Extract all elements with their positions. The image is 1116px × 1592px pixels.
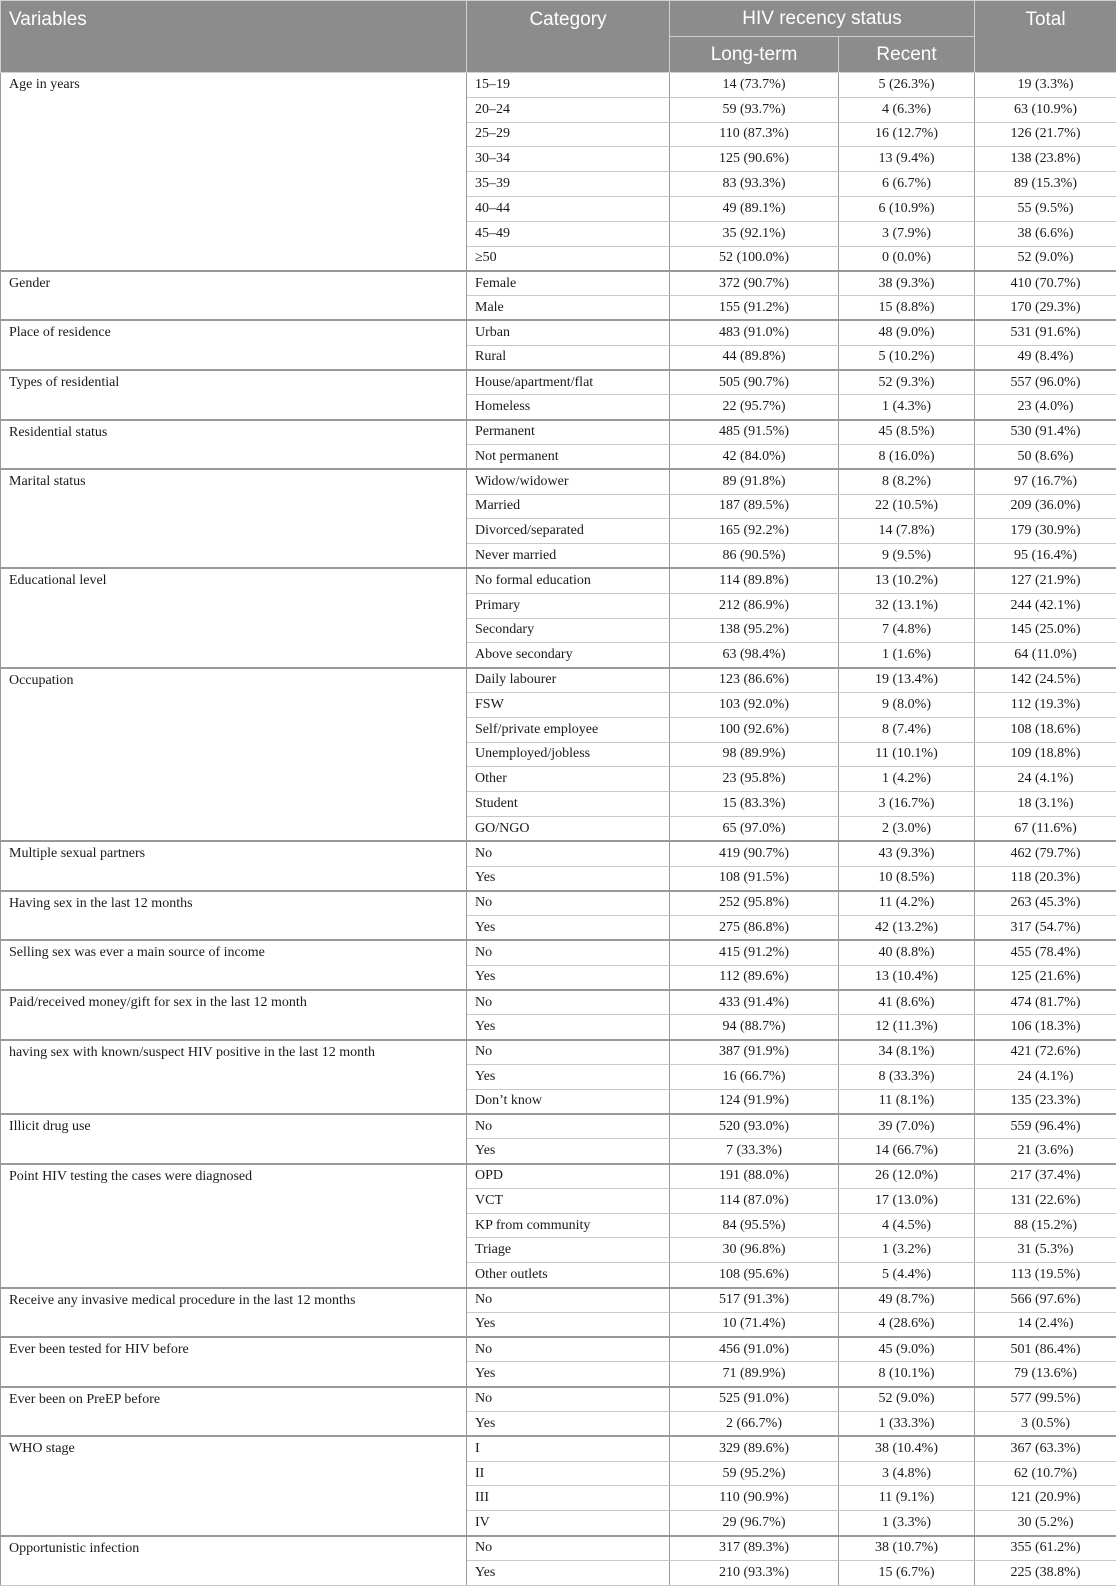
recent-cell: 3 (16.7%)	[839, 792, 975, 817]
recent-cell: 9 (8.0%)	[839, 692, 975, 717]
long-term-cell: 29 (96.7%)	[670, 1511, 839, 1536]
total-cell: 142 (24.5%)	[975, 668, 1116, 693]
recent-cell: 11 (8.1%)	[839, 1089, 975, 1114]
category-cell: I	[467, 1436, 670, 1461]
category-cell: No	[467, 1288, 670, 1313]
table-row	[1, 940, 1116, 965]
category-cell: GO/NGO	[467, 816, 670, 841]
category-cell: No	[467, 1114, 670, 1139]
long-term-cell: 30 (96.8%)	[670, 1238, 839, 1263]
variable-cell: Place of residence	[1, 320, 467, 370]
recent-cell: 0 (0.0%)	[839, 246, 975, 271]
recent-cell: 1 (4.3%)	[839, 395, 975, 420]
recent-cell: 52 (9.0%)	[839, 1387, 975, 1412]
long-term-cell: 114 (89.8%)	[670, 568, 839, 593]
long-term-cell: 59 (95.2%)	[670, 1461, 839, 1486]
total-cell: 209 (36.0%)	[975, 494, 1116, 519]
recent-cell: 34 (8.1%)	[839, 1040, 975, 1065]
total-cell: 108 (18.6%)	[975, 717, 1116, 742]
category-cell: III	[467, 1486, 670, 1511]
long-term-cell: 71 (89.9%)	[670, 1362, 839, 1387]
table-header	[1, 1, 1116, 73]
total-cell: 455 (78.4%)	[975, 940, 1116, 965]
category-cell: No	[467, 1040, 670, 1065]
total-cell: 19 (3.3%)	[975, 73, 1116, 98]
long-term-cell: 35 (92.1%)	[670, 221, 839, 246]
long-term-cell: 49 (89.1%)	[670, 196, 839, 221]
variable-cell: Residential status	[1, 420, 467, 470]
total-cell: 217 (37.4%)	[975, 1164, 1116, 1189]
total-cell: 109 (18.8%)	[975, 742, 1116, 767]
total-cell: 38 (6.6%)	[975, 221, 1116, 246]
long-term-cell: 329 (89.6%)	[670, 1436, 839, 1461]
category-cell: 45–49	[467, 221, 670, 246]
recent-cell: 42 (13.2%)	[839, 916, 975, 941]
total-cell: 30 (5.2%)	[975, 1511, 1116, 1536]
long-term-cell: 520 (93.0%)	[670, 1114, 839, 1139]
category-cell: 15–19	[467, 73, 670, 98]
long-term-cell: 210 (93.3%)	[670, 1560, 839, 1585]
table-row	[1, 1436, 1116, 1461]
recent-cell: 1 (4.2%)	[839, 767, 975, 792]
category-cell: 40–44	[467, 196, 670, 221]
recent-cell: 38 (9.3%)	[839, 271, 975, 296]
long-term-cell: 165 (92.2%)	[670, 519, 839, 544]
recent-cell: 43 (9.3%)	[839, 841, 975, 866]
recent-cell: 52 (9.3%)	[839, 370, 975, 395]
category-cell: Married	[467, 494, 670, 519]
total-cell: 421 (72.6%)	[975, 1040, 1116, 1065]
long-term-cell: 372 (90.7%)	[670, 271, 839, 296]
table-row	[1, 1114, 1116, 1139]
table-row	[1, 841, 1116, 866]
total-cell: 63 (10.9%)	[975, 97, 1116, 122]
category-cell: Yes	[467, 1362, 670, 1387]
table-row	[1, 1387, 1116, 1412]
recent-cell: 4 (4.5%)	[839, 1213, 975, 1238]
long-term-cell: 483 (91.0%)	[670, 320, 839, 345]
category-cell: Other outlets	[467, 1263, 670, 1288]
recent-cell: 38 (10.4%)	[839, 1436, 975, 1461]
recent-cell: 8 (8.2%)	[839, 469, 975, 494]
variable-cell: Ever been on PreEP before	[1, 1387, 467, 1437]
long-term-cell: 16 (66.7%)	[670, 1064, 839, 1089]
total-cell: 531 (91.6%)	[975, 320, 1116, 345]
long-term-cell: 456 (91.0%)	[670, 1337, 839, 1362]
recent-cell: 1 (33.3%)	[839, 1412, 975, 1437]
variable-cell: having sex with known/suspect HIV positive in the last 12 month	[1, 1040, 467, 1114]
header-hiv-recency-status: HIV recency status	[670, 1, 975, 37]
long-term-cell: 419 (90.7%)	[670, 841, 839, 866]
recent-cell: 4 (28.6%)	[839, 1312, 975, 1337]
category-cell: OPD	[467, 1164, 670, 1189]
recent-cell: 13 (10.2%)	[839, 568, 975, 593]
recent-cell: 14 (7.8%)	[839, 519, 975, 544]
variable-cell: Selling sex was ever a main source of income	[1, 940, 467, 990]
recent-cell: 5 (4.4%)	[839, 1263, 975, 1288]
long-term-cell: 7 (33.3%)	[670, 1139, 839, 1164]
variable-cell: Illicit drug use	[1, 1114, 467, 1164]
category-cell: 35–39	[467, 172, 670, 197]
recent-cell: 3 (4.8%)	[839, 1461, 975, 1486]
category-cell: No	[467, 990, 670, 1015]
long-term-cell: 108 (95.6%)	[670, 1263, 839, 1288]
variable-cell: Paid/received money/gift for sex in the last 12 month	[1, 990, 467, 1040]
long-term-cell: 415 (91.2%)	[670, 940, 839, 965]
category-cell: Yes	[467, 1139, 670, 1164]
total-cell: 64 (11.0%)	[975, 643, 1116, 668]
long-term-cell: 525 (91.0%)	[670, 1387, 839, 1412]
category-cell: IV	[467, 1511, 670, 1536]
long-term-cell: 275 (86.8%)	[670, 916, 839, 941]
long-term-cell: 124 (91.9%)	[670, 1089, 839, 1114]
variable-cell: Occupation	[1, 668, 467, 842]
table-row	[1, 370, 1116, 395]
total-cell: 138 (23.8%)	[975, 147, 1116, 172]
long-term-cell: 252 (95.8%)	[670, 891, 839, 916]
total-cell: 31 (5.3%)	[975, 1238, 1116, 1263]
total-cell: 170 (29.3%)	[975, 296, 1116, 321]
recent-cell: 5 (10.2%)	[839, 345, 975, 370]
recent-cell: 32 (13.1%)	[839, 593, 975, 618]
total-cell: 118 (20.3%)	[975, 866, 1116, 891]
category-cell: Divorced/separated	[467, 519, 670, 544]
recent-cell: 6 (10.9%)	[839, 196, 975, 221]
header-category: Category	[467, 1, 670, 73]
total-cell: 462 (79.7%)	[975, 841, 1116, 866]
table-row	[1, 271, 1116, 296]
recent-cell: 14 (66.7%)	[839, 1139, 975, 1164]
recent-cell: 22 (10.5%)	[839, 494, 975, 519]
recent-cell: 8 (10.1%)	[839, 1362, 975, 1387]
header-total: Total	[975, 1, 1116, 73]
total-cell: 566 (97.6%)	[975, 1288, 1116, 1313]
long-term-cell: 23 (95.8%)	[670, 767, 839, 792]
long-term-cell: 98 (89.9%)	[670, 742, 839, 767]
long-term-cell: 433 (91.4%)	[670, 990, 839, 1015]
category-cell: 30–34	[467, 147, 670, 172]
category-cell: Triage	[467, 1238, 670, 1263]
variable-cell: Opportunistic infection	[1, 1536, 467, 1586]
category-cell: Yes	[467, 965, 670, 990]
long-term-cell: 10 (71.4%)	[670, 1312, 839, 1337]
recent-cell: 3 (7.9%)	[839, 221, 975, 246]
category-cell: VCT	[467, 1188, 670, 1213]
category-cell: Widow/widower	[467, 469, 670, 494]
long-term-cell: 65 (97.0%)	[670, 816, 839, 841]
table-row	[1, 1040, 1116, 1065]
category-cell: No formal education	[467, 568, 670, 593]
category-cell: Homeless	[467, 395, 670, 420]
table-row	[1, 469, 1116, 494]
table-row	[1, 891, 1116, 916]
recent-cell: 1 (1.6%)	[839, 643, 975, 668]
long-term-cell: 110 (87.3%)	[670, 122, 839, 147]
recent-cell: 11 (9.1%)	[839, 1486, 975, 1511]
recent-cell: 4 (6.3%)	[839, 97, 975, 122]
recent-cell: 11 (4.2%)	[839, 891, 975, 916]
category-cell: Above secondary	[467, 643, 670, 668]
long-term-cell: 22 (95.7%)	[670, 395, 839, 420]
category-cell: Yes	[467, 1312, 670, 1337]
category-cell: Rural	[467, 345, 670, 370]
recent-cell: 49 (8.7%)	[839, 1288, 975, 1313]
long-term-cell: 59 (93.7%)	[670, 97, 839, 122]
category-cell: No	[467, 940, 670, 965]
category-cell: Yes	[467, 1064, 670, 1089]
recent-cell: 7 (4.8%)	[839, 618, 975, 643]
recent-cell: 6 (6.7%)	[839, 172, 975, 197]
variable-cell: Educational level	[1, 568, 467, 667]
table-row	[1, 1164, 1116, 1189]
total-cell: 79 (13.6%)	[975, 1362, 1116, 1387]
category-cell: Primary	[467, 593, 670, 618]
total-cell: 106 (18.3%)	[975, 1015, 1116, 1040]
recent-cell: 8 (16.0%)	[839, 444, 975, 469]
category-cell: FSW	[467, 692, 670, 717]
total-cell: 225 (38.8%)	[975, 1560, 1116, 1585]
recent-cell: 15 (6.7%)	[839, 1560, 975, 1585]
total-cell: 62 (10.7%)	[975, 1461, 1116, 1486]
long-term-cell: 517 (91.3%)	[670, 1288, 839, 1313]
long-term-cell: 485 (91.5%)	[670, 420, 839, 445]
category-cell: Other	[467, 767, 670, 792]
total-cell: 557 (96.0%)	[975, 370, 1116, 395]
category-cell: Daily labourer	[467, 668, 670, 693]
recent-cell: 39 (7.0%)	[839, 1114, 975, 1139]
long-term-cell: 138 (95.2%)	[670, 618, 839, 643]
long-term-cell: 44 (89.8%)	[670, 345, 839, 370]
long-term-cell: 100 (92.6%)	[670, 717, 839, 742]
category-cell: No	[467, 1337, 670, 1362]
recent-cell: 13 (10.4%)	[839, 965, 975, 990]
recent-cell: 8 (7.4%)	[839, 717, 975, 742]
long-term-cell: 63 (98.4%)	[670, 643, 839, 668]
category-cell: House/apartment/flat	[467, 370, 670, 395]
table-body	[1, 73, 1116, 1586]
total-cell: 135 (23.3%)	[975, 1089, 1116, 1114]
header-long-term: Long-term	[670, 37, 839, 73]
category-cell: ≥50	[467, 246, 670, 271]
total-cell: 89 (15.3%)	[975, 172, 1116, 197]
recent-cell: 9 (9.5%)	[839, 544, 975, 569]
category-cell: Yes	[467, 916, 670, 941]
category-cell: Yes	[467, 866, 670, 891]
table-row	[1, 1288, 1116, 1313]
category-cell: Urban	[467, 320, 670, 345]
recent-cell: 13 (9.4%)	[839, 147, 975, 172]
total-cell: 24 (4.1%)	[975, 1064, 1116, 1089]
category-cell: No	[467, 1387, 670, 1412]
long-term-cell: 155 (91.2%)	[670, 296, 839, 321]
variable-cell: Types of residential	[1, 370, 467, 420]
variable-cell: WHO stage	[1, 1436, 467, 1535]
total-cell: 559 (96.4%)	[975, 1114, 1116, 1139]
recent-cell: 1 (3.3%)	[839, 1511, 975, 1536]
header-recent: Recent	[839, 37, 975, 73]
category-cell: Yes	[467, 1560, 670, 1585]
long-term-cell: 2 (66.7%)	[670, 1412, 839, 1437]
recent-cell: 45 (8.5%)	[839, 420, 975, 445]
long-term-cell: 94 (88.7%)	[670, 1015, 839, 1040]
recent-cell: 10 (8.5%)	[839, 866, 975, 891]
recent-cell: 1 (3.2%)	[839, 1238, 975, 1263]
total-cell: 49 (8.4%)	[975, 345, 1116, 370]
category-cell: No	[467, 841, 670, 866]
total-cell: 367 (63.3%)	[975, 1436, 1116, 1461]
long-term-cell: 110 (90.9%)	[670, 1486, 839, 1511]
total-cell: 501 (86.4%)	[975, 1337, 1116, 1362]
total-cell: 145 (25.0%)	[975, 618, 1116, 643]
recent-cell: 11 (10.1%)	[839, 742, 975, 767]
long-term-cell: 114 (87.0%)	[670, 1188, 839, 1213]
variable-cell: Age in years	[1, 73, 467, 271]
total-cell: 88 (15.2%)	[975, 1213, 1116, 1238]
long-term-cell: 103 (92.0%)	[670, 692, 839, 717]
long-term-cell: 83 (93.3%)	[670, 172, 839, 197]
category-cell: Never married	[467, 544, 670, 569]
variable-cell: Marital status	[1, 469, 467, 568]
long-term-cell: 112 (89.6%)	[670, 965, 839, 990]
category-cell: KP from community	[467, 1213, 670, 1238]
long-term-cell: 86 (90.5%)	[670, 544, 839, 569]
recent-cell: 45 (9.0%)	[839, 1337, 975, 1362]
category-cell: No	[467, 891, 670, 916]
long-term-cell: 89 (91.8%)	[670, 469, 839, 494]
long-term-cell: 187 (89.5%)	[670, 494, 839, 519]
variable-cell: Ever been tested for HIV before	[1, 1337, 467, 1387]
long-term-cell: 108 (91.5%)	[670, 866, 839, 891]
total-cell: 112 (19.3%)	[975, 692, 1116, 717]
table-row	[1, 1536, 1116, 1561]
category-cell: Student	[467, 792, 670, 817]
table-row	[1, 568, 1116, 593]
long-term-cell: 387 (91.9%)	[670, 1040, 839, 1065]
category-cell: Female	[467, 271, 670, 296]
total-cell: 52 (9.0%)	[975, 246, 1116, 271]
total-cell: 131 (22.6%)	[975, 1188, 1116, 1213]
variable-cell: Point HIV testing the cases were diagnosed	[1, 1164, 467, 1288]
recent-cell: 5 (26.3%)	[839, 73, 975, 98]
table-row	[1, 990, 1116, 1015]
variable-cell: Multiple sexual partners	[1, 841, 467, 891]
total-cell: 125 (21.6%)	[975, 965, 1116, 990]
total-cell: 21 (3.6%)	[975, 1139, 1116, 1164]
category-cell: 20–24	[467, 97, 670, 122]
category-cell: Permanent	[467, 420, 670, 445]
table-row	[1, 420, 1116, 445]
category-cell: Don’t know	[467, 1089, 670, 1114]
category-cell: Unemployed/jobless	[467, 742, 670, 767]
total-cell: 263 (45.3%)	[975, 891, 1116, 916]
category-cell: II	[467, 1461, 670, 1486]
category-cell: Yes	[467, 1015, 670, 1040]
category-cell: Yes	[467, 1412, 670, 1437]
recent-cell: 12 (11.3%)	[839, 1015, 975, 1040]
category-cell: No	[467, 1536, 670, 1561]
total-cell: 23 (4.0%)	[975, 395, 1116, 420]
total-cell: 317 (54.7%)	[975, 916, 1116, 941]
recent-cell: 38 (10.7%)	[839, 1536, 975, 1561]
recent-cell: 2 (3.0%)	[839, 816, 975, 841]
long-term-cell: 212 (86.9%)	[670, 593, 839, 618]
variable-cell: Receive any invasive medical procedure in the last 12 months	[1, 1288, 467, 1338]
total-cell: 127 (21.9%)	[975, 568, 1116, 593]
recent-cell: 48 (9.0%)	[839, 320, 975, 345]
total-cell: 577 (99.5%)	[975, 1387, 1116, 1412]
total-cell: 126 (21.7%)	[975, 122, 1116, 147]
recent-cell: 41 (8.6%)	[839, 990, 975, 1015]
total-cell: 24 (4.1%)	[975, 767, 1116, 792]
total-cell: 95 (16.4%)	[975, 544, 1116, 569]
recent-cell: 17 (13.0%)	[839, 1188, 975, 1213]
table-row	[1, 73, 1116, 98]
total-cell: 97 (16.7%)	[975, 469, 1116, 494]
long-term-cell: 123 (86.6%)	[670, 668, 839, 693]
total-cell: 50 (8.6%)	[975, 444, 1116, 469]
total-cell: 121 (20.9%)	[975, 1486, 1116, 1511]
table-row	[1, 668, 1116, 693]
table-row	[1, 320, 1116, 345]
total-cell: 113 (19.5%)	[975, 1263, 1116, 1288]
long-term-cell: 317 (89.3%)	[670, 1536, 839, 1561]
total-cell: 3 (0.5%)	[975, 1412, 1116, 1437]
total-cell: 18 (3.1%)	[975, 792, 1116, 817]
category-cell: 25–29	[467, 122, 670, 147]
table-row	[1, 1337, 1116, 1362]
category-cell: Self/private employee	[467, 717, 670, 742]
recent-cell: 40 (8.8%)	[839, 940, 975, 965]
long-term-cell: 84 (95.5%)	[670, 1213, 839, 1238]
variable-cell: Having sex in the last 12 months	[1, 891, 467, 941]
category-cell: Secondary	[467, 618, 670, 643]
total-cell: 355 (61.2%)	[975, 1536, 1116, 1561]
total-cell: 474 (81.7%)	[975, 990, 1116, 1015]
recent-cell: 15 (8.8%)	[839, 296, 975, 321]
long-term-cell: 52 (100.0%)	[670, 246, 839, 271]
long-term-cell: 505 (90.7%)	[670, 370, 839, 395]
long-term-cell: 42 (84.0%)	[670, 444, 839, 469]
total-cell: 14 (2.4%)	[975, 1312, 1116, 1337]
recent-cell: 19 (13.4%)	[839, 668, 975, 693]
long-term-cell: 14 (73.7%)	[670, 73, 839, 98]
long-term-cell: 15 (83.3%)	[670, 792, 839, 817]
recent-cell: 26 (12.0%)	[839, 1164, 975, 1189]
total-cell: 179 (30.9%)	[975, 519, 1116, 544]
total-cell: 244 (42.1%)	[975, 593, 1116, 618]
total-cell: 410 (70.7%)	[975, 271, 1116, 296]
category-cell: Male	[467, 296, 670, 321]
variable-cell: Gender	[1, 271, 467, 321]
long-term-cell: 191 (88.0%)	[670, 1164, 839, 1189]
total-cell: 55 (9.5%)	[975, 196, 1116, 221]
total-cell: 530 (91.4%)	[975, 420, 1116, 445]
recent-cell: 8 (33.3%)	[839, 1064, 975, 1089]
category-cell: Not permanent	[467, 444, 670, 469]
recent-cell: 16 (12.7%)	[839, 122, 975, 147]
long-term-cell: 125 (90.6%)	[670, 147, 839, 172]
total-cell: 67 (11.6%)	[975, 816, 1116, 841]
header-variables: Variables	[1, 1, 467, 73]
